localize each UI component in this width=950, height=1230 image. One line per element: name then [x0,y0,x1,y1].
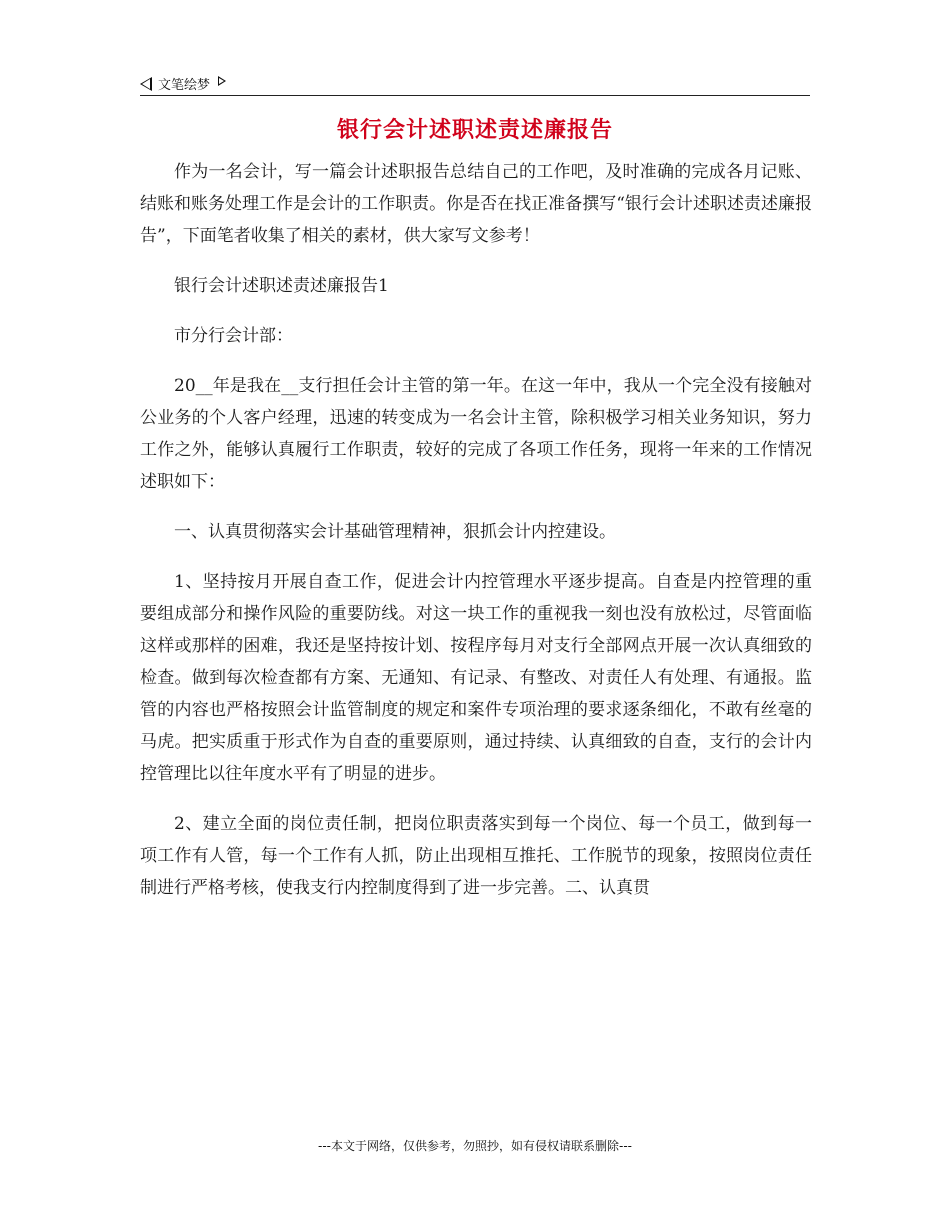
paragraph: 1、坚持按月开展自查工作，促进会计内控管理水平逐步提高。自查是内控管理的重要组成部分和操作风险的重要防线。对这一块工作的重视我一刻也没有放松过，尽管面临这样或那样的困难，我还是坚持按计划、按程序每月对支行全部网点开展一次认真细致的检查。做到每次检查都有方案、无通知、有记录、有整改、对责任人有处理、有通报。监管的内容也严格按照会计监管制度的规定和案件专项治理的要求逐条细化，不敢有丝毫的马虎。把实质重于形式作为自查的重要原则，通过持续、认真细致的自查，支行的会计内控管理比以往年度水平有了明显的进步。 [140,572,812,784]
page-header [140,72,810,96]
brand [140,74,226,93]
paragraph: 2、建立全面的岗位责任制，把岗位职责落实到每一个岗位、每一个员工，做到每一项工作有人管，每一个工作有人抓，防止出现相互推托、工作脱节的现象，按照岗位责任制进行严格考核，使我支行内控制度得到了进一步完善。二、认真贯 [140,814,812,898]
paragraph: 20__年是我在__支行担任会计主管的第一年。在这一年中，我从一个完全没有接触对公业务的个人客户经理，迅速的转变成为一名会计主管，除积极学习相关业务知识，努力工作之外，能够认真履行工作职责，较好的完成了各项工作任务，现将一年来的工作情况述职如下： [140,376,812,492]
brand-label: 文笔绘梦 [158,78,211,93]
document-body [140,156,812,922]
paragraph: 市分行会计部： [174,326,293,346]
footer-notice: ---本文于网络，仅供参考，勿照抄，如有侵权请联系删除--- [318,1139,632,1153]
paragraph: 作为一名会计，写一篇会计述职报告总结自己的工作吧，及时准确的完成各月记账、结账和账务处理工作是会计的工作职责。你是否在找正准备撰写“银行会计述职述责述廉报告”，下面笔者收集了相关的素材，供大家写文参考！ [140,162,812,246]
paragraph: 一、认真贯彻落实会计基础管理精神，狠抓会计内控建设。 [174,522,616,542]
paragraph: 银行会计述职述责述廉报告1 [174,276,389,296]
triangle-right-icon [218,76,226,86]
document-title: 银行会计述职述责述廉报告 [336,118,613,143]
triangle-left-icon [140,77,152,91]
